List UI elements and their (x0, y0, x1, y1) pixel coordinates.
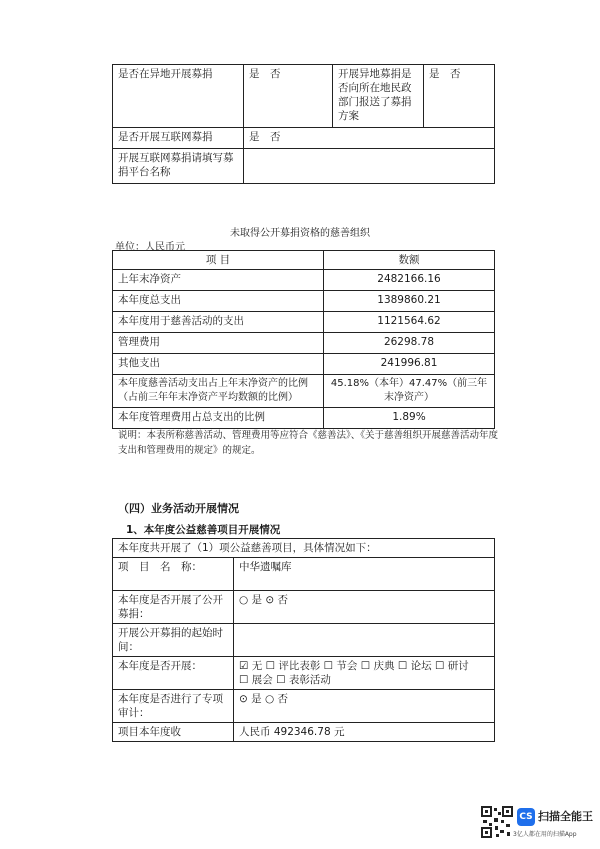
platform-name-label: 开展互联网募捐请填写募捐平台名称 (113, 149, 244, 184)
sub1-title: 1、本年度公益慈善项目开展情况 (126, 524, 281, 536)
fundraising-table (112, 64, 495, 184)
cell-label: 上年末净资产 (113, 270, 324, 291)
remote-fundraising-value: 是 否 (244, 65, 333, 128)
cell-label: 本年度总支出 (113, 291, 324, 312)
header-amount: 数额 (324, 251, 495, 270)
cell-value: 2482166.16 (324, 270, 495, 291)
table-row (113, 591, 495, 624)
camscanner-logo-icon: CS (517, 808, 535, 826)
report-plan-label: 开展异地募捐是否向所在地民政部门报送了募捐方案 (333, 65, 424, 128)
income-label: 项目本年度收 (113, 723, 234, 742)
qr-code-icon (481, 806, 513, 838)
table-row (113, 539, 495, 558)
note-text: 说明：本表所称慈善活动、管理费用等应符合《慈善法》、《关于慈善组织开展慈善活动年度支出和管理费用的规定》的规定。 (118, 430, 499, 456)
internet-fundraising-value: 是 否 (244, 128, 495, 149)
cell-value: 241996.81 (324, 354, 495, 375)
finance-table (112, 250, 495, 429)
report-plan-value: 是 否 (424, 65, 495, 128)
table-row (113, 354, 495, 375)
cell-label: 其他支出 (113, 354, 324, 375)
cell-value: 26298.78 (324, 333, 495, 354)
project-intro: 本年度共开展了（1）项公益慈善项目，具体情况如下： (113, 539, 495, 558)
income-value: 人民币 492346.78 元 (234, 723, 495, 742)
internet-fundraising-label: 是否开展互联网募捐 (113, 128, 244, 149)
unit-label: 单位：人民币元 (115, 242, 185, 253)
cell-label: 管理费用 (113, 333, 324, 354)
table-row (113, 333, 495, 354)
table-row (113, 624, 495, 657)
start-time-value (234, 624, 495, 657)
start-time-label: 开展公开募捐的起始时间： (113, 624, 234, 657)
table-row (113, 375, 495, 408)
audit-options[interactable]: ⊙ 是 ○ 否 (234, 690, 495, 723)
public-fundraising-options[interactable]: ○ 是 ⊙ 否 (234, 591, 495, 624)
cell-label: 本年度慈善活动支出占上年末净资产的比例（占前三年年末净资产平均数额的比例） (113, 375, 324, 408)
cell-value: 1121564.62 (324, 312, 495, 333)
activity-type-options-line2[interactable]: ☐ 展会 ☐ 表彰活动 (239, 674, 331, 686)
table-row (113, 128, 495, 149)
table-row (113, 690, 495, 723)
audit-label: 本年度是否进行了专项审计： (113, 690, 234, 723)
table-header-row (113, 251, 495, 270)
cell-value: 1389860.21 (324, 291, 495, 312)
section4-title: （四）业务活动开展情况 (118, 502, 239, 515)
public-fundraising-label: 本年度是否开展了公开募捐： (113, 591, 234, 624)
remote-fundraising-label: 是否在异地开展募捐 (113, 65, 244, 128)
project-name-label: 项 目 名 称： (113, 558, 234, 591)
table-row (113, 723, 495, 742)
table-row (113, 657, 495, 690)
table-row (113, 558, 495, 591)
activity-type-options[interactable] (234, 657, 495, 690)
cell-label: 本年度管理费用占总支出的比例 (113, 408, 324, 429)
section-title: 未取得公开募捐资格的慈善组织 (230, 228, 370, 239)
header-item: 项 目 (113, 251, 324, 270)
project-table (112, 538, 495, 742)
cell-label: 本年度用于慈善活动的支出 (113, 312, 324, 333)
table-row (113, 312, 495, 333)
project-name-value: 中华遗嘱库 (234, 558, 495, 591)
table-row (113, 149, 495, 184)
table-row (113, 270, 495, 291)
activity-type-options-line1[interactable]: ☑ 无 ☐ 评比表彰 ☐ 节会 ☐ 庆典 ☐ 论坛 ☐ 研讨 (239, 660, 469, 672)
app-tagline: 3亿人都在用的扫描App (513, 831, 577, 838)
table-row (113, 408, 495, 429)
app-name: 扫描全能王 (538, 810, 593, 823)
platform-name-value (244, 149, 495, 184)
table-row (113, 65, 495, 128)
cell-value: 45.18%（本年）47.47%（前三年末净资产） (324, 375, 495, 408)
table-row (113, 291, 495, 312)
activity-type-label: 本年度是否开展： (113, 657, 234, 690)
cell-value: 1.89% (324, 408, 495, 429)
